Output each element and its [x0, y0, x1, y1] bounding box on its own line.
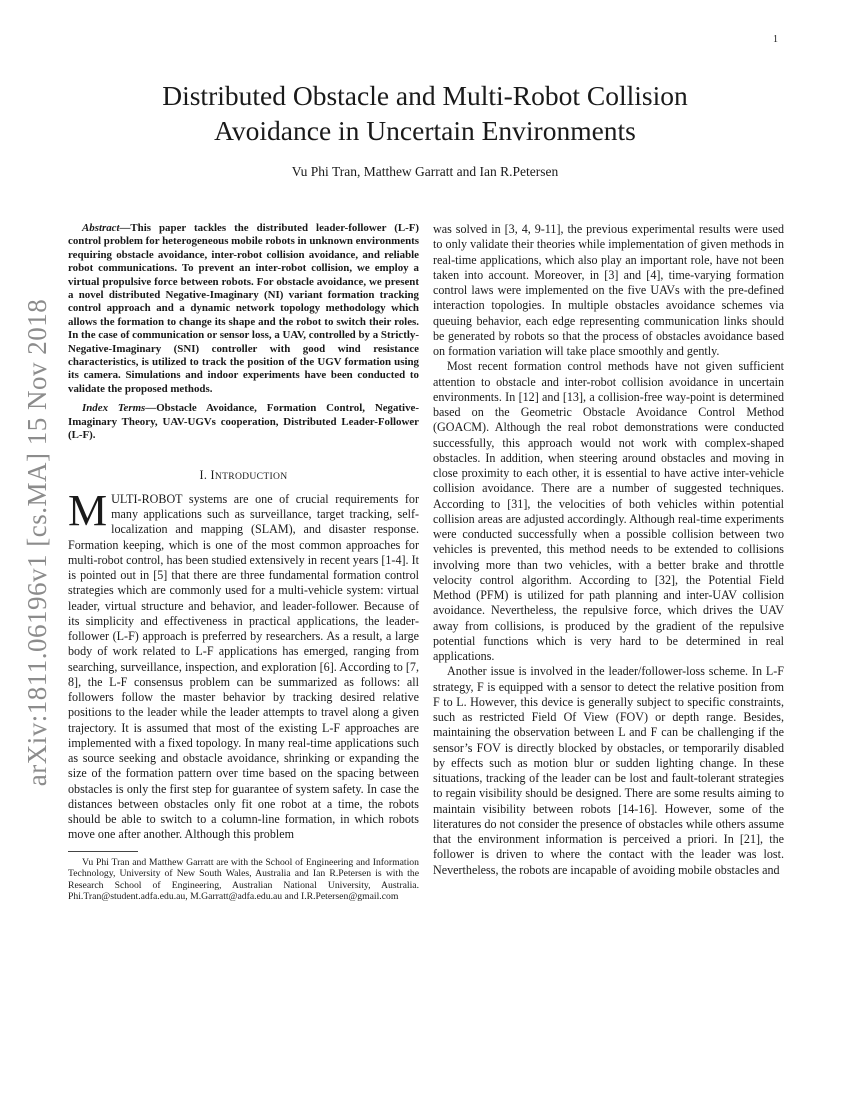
arxiv-stamp-text: arXiv:1811.06196v1 [cs.MA] 15 Nov 2018 — [22, 298, 53, 786]
intro-paragraph — [68, 485, 419, 843]
drop-cap: M — [68, 485, 108, 535]
section-numeral: I. — [199, 467, 211, 482]
footnote-divider — [68, 851, 138, 852]
body-paragraph-3: Another issue is involved in the leader/follower-loss scheme. In L-F strategy, F is equipped with a sensor to detect the relative position from F to L. However, this device is generally subject to specific constraints, such as restricted Field Of View (FOV) or depth range. Besides, maintaining the observation between L and F can be challenging if the sensor’s FOV is directly blocked by obstacles, or temporarily disabled by effects such as motion blur or sudden lighting change. In these situations, tracking of the leader can be lost and fault-tolerant strategies to regain visibility should be designed. There are some results aiming to maintain visibility between robots [14-16]. However, some of the literatures do not consider the presence of obstacles while others assume that the environment information is perceived a priori. In [21], the follower is driven to where the contact with the leader was lost. Nevertheless, the robots are incapable of avoiding mobile obstacles and — [433, 664, 784, 877]
author-list: Vu Phi Tran, Matthew Garratt and Ian R.Petersen — [291, 164, 559, 179]
intro-text: systems are one of crucial requirements for many applications such as surveillance, target tracking, self-localization and mapping (SLAM), and disaster response. Formation keeping, which is one of the most common approaches for multi-robot control, has been studied extensively in recent years [1-4]. It is pointed out in [5] that there are three fundamental formation control strategies which are commonly used for a multi-vehicle system: virtual leader, virtual structure and behavior, and leader-follower. Because of its simplicity and effectiveness in practical applications, the leader-follower (L-F) approach is preferred by researchers. As a result, a large body of work related to L-F applications has emerged, ranging from searching, surveillance, inspection, and exploration [6]. According to [7, 8], the L-F consensus problem can be summarized as follows: all followers follow the master behavior by tracking desired relative positions to the leader while the leader attempts to travel along a given trajectory. It is assumed that most of the existing L-F approaches are implemented with a fixed topology. In many real-time applications such as source seeking and obstacle avoidance, shrinking or expanding the size of the formation pattern over time based on the spacing between obstacles is only the first step for guarantee of system safety. In case the distances between obstacles only fit one robot at a time, the robots should be able to switch to a column-line formation, in which robots move one after another. Although this problem — [68, 491, 419, 842]
page-number: 1 — [773, 34, 778, 45]
index-terms — [68, 402, 419, 442]
section-heading-introduction — [68, 468, 419, 484]
section-title-rest: NTRODUCTION — [214, 470, 288, 482]
paper-title — [60, 78, 790, 148]
intro-caps-run: ULTI-ROBOT — [111, 491, 183, 506]
title-line-1: Distributed Obstacle and Multi-Robot Collision — [162, 80, 688, 111]
title-line-2: Avoidance in Uncertain Environments — [214, 115, 636, 146]
index-terms-text: —Obstacle Avoidance, Formation Control, Negative-Imaginary Theory, UAV-UGVs cooperation, Distributed Leader-Follower (L-F). — [68, 402, 419, 442]
left-column — [68, 222, 419, 903]
section-first-letter: I — [210, 467, 215, 482]
abstract — [68, 222, 419, 396]
index-terms-label: Index Terms — [82, 402, 146, 415]
abstract-text: —This paper tackles the distributed leader-follower (L-F) control problem for heterogeneous mobile robots in unknown environments requiring obstacle avoidance, inter-robot collision avoidance, and reliable robot communications. To prevent an inter-robot collision, we employ a virtual propulsive force between robots. For obstacle avoidance, we present a novel distributed Negative-Imaginary (NI) variant formation tracking control approach and a dynamic network topology methodology which allows the formation to change its shape and the robot to switch their roles. In the case of communication or sensor loss, a UAV, controlled by a Strictly-Negative-Imaginary (SNI) controller with good wind resistance characteristics, is utilized to track the position of the UGV formation using its camera. Simulations and indoor experiments have been conducted to validate the proposed methods. — [68, 222, 419, 395]
arxiv-stamp — [18, 282, 58, 802]
right-column — [433, 222, 784, 878]
body-paragraph-2: Most recent formation control methods have not given sufficient attention to obstacle and inter-robot collision avoidance in uncertain environments. In [12] and [13], a collision-free way-point is determined based on the Geometric Obstacle Avoidance Control Method (GOACM). Although the real robot demonstrations were conducted successfully, this approach would not work with complex-shaped obstacles. In addition, when steering around obstacles and moving in close proximity to each other, it is essential to have active inter-vehicle collision avoidance. There are a number of suggested techniques. According to [31], the velocities of both vehicles within potential collision areas are adjusted accordingly. Although real-time experiments were conducted successfully when a possible collision between two vehicles is prevented, this method needs to be extended to collisions involving more than two vehicles, with a better brake and throttle velocity control algorithm. According to [32], the Potential Field Method (PFM) is utilized for path planning and inter-UAV collision avoidance. Nevertheless, the repulsive force, which drives the UAV away from collisions, is produced by the gradient of the repulsive potential functions which is very hard to be determined in real applications. — [433, 359, 784, 663]
author-affiliation-footnote: Vu Phi Tran and Matthew Garratt are with the School of Engineering and Information Technology, University of New South Wales, Australia and Ian R.Petersen is with the Research School of Engineering, Australian National University, Australia. Phi.Tran@student.adfa.edu.au, M.Garratt@adfa.edu.au and I.R.Petersen@gmail.com — [68, 856, 419, 903]
body-paragraph-1: was solved in [3, 4, 9-11], the previous experimental results were used to only validate their theories while implementation of given methods in real-time applications, which also play an important role, have not been taken into account. Moreover, in [3] and [4], time-varying formation control laws were implemented on the five UAVs with the pre-defined interaction topologies. In multiple obstacles avoidance schemes via queuing behavior, each edge representing communication links should be generated by robots so that the process of obstacles avoidance based on formation variation will take place smoothly and gently. — [433, 222, 784, 358]
abstract-label: Abstract — [82, 222, 120, 234]
